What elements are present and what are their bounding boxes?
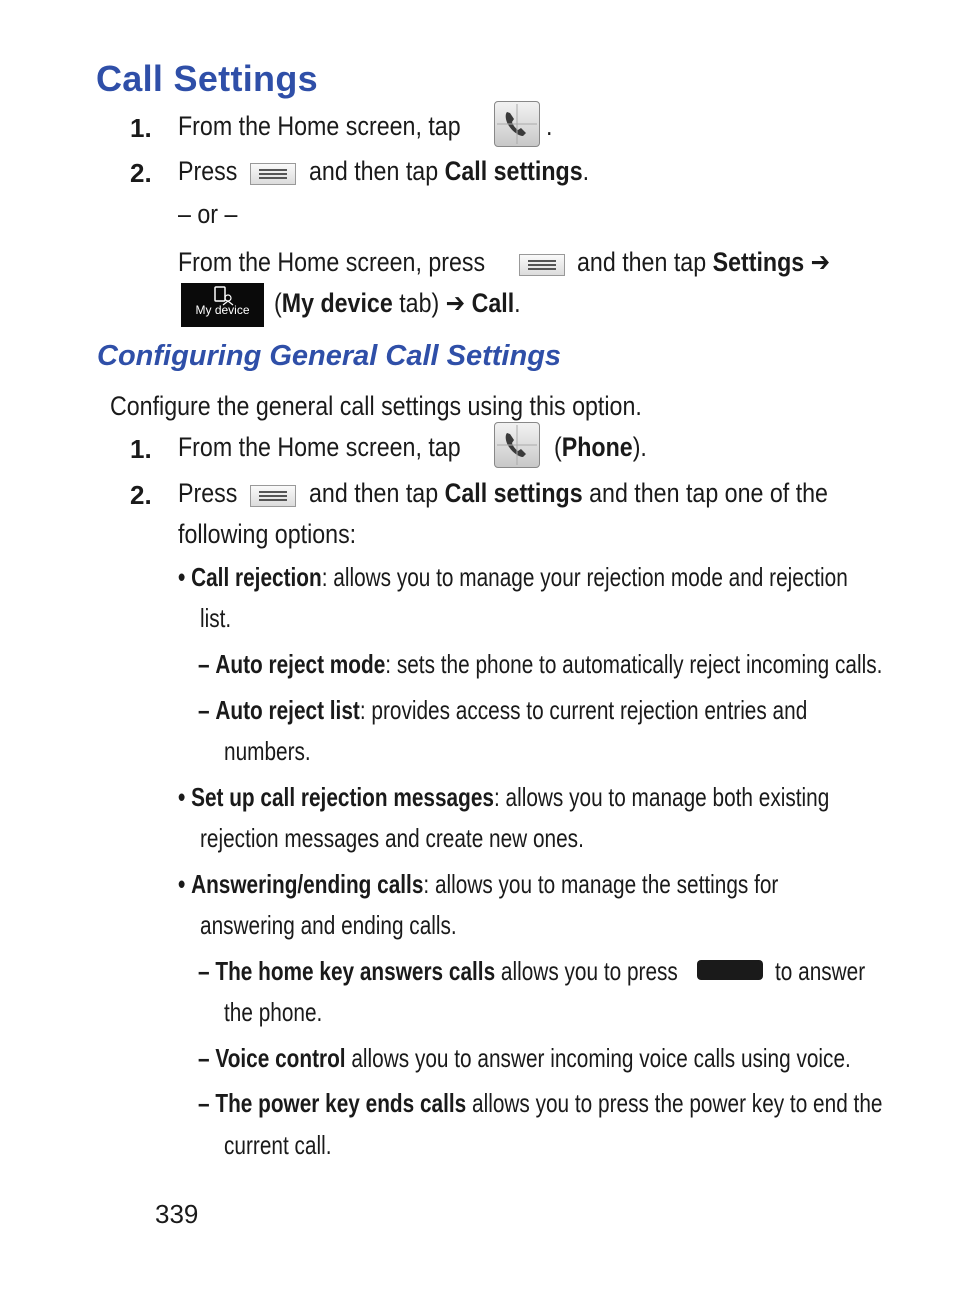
sub-list-item: – The power key ends calls allows you to press the power key to end the bbox=[198, 1088, 883, 1118]
step-text: From the Home screen, tap bbox=[178, 432, 461, 462]
step-text: Press bbox=[178, 156, 238, 186]
phone-icon bbox=[494, 422, 540, 468]
step-text: From the Home screen, press bbox=[178, 247, 486, 277]
step-number: 2. bbox=[130, 158, 152, 188]
section-heading: Configuring General Call Settings bbox=[97, 340, 562, 372]
step-text: and then tap Call settings and then tap one of the bbox=[309, 478, 828, 508]
list-item: • Set up call rejection messages: allows you to manage both existing bbox=[178, 782, 830, 812]
sub-list-item-cont: current call. bbox=[224, 1130, 332, 1160]
step-text: . bbox=[546, 111, 553, 141]
list-item: • Answering/ending calls: allows you to manage the settings for bbox=[178, 869, 779, 899]
menu-icon bbox=[250, 485, 296, 507]
step-text: (My device tab) ➔ Call. bbox=[274, 288, 521, 318]
step-text: and then tap Call settings. bbox=[309, 156, 590, 186]
page-title: Call Settings bbox=[96, 58, 318, 99]
list-item-cont: rejection messages and create new ones. bbox=[200, 823, 584, 853]
step-text: (Phone). bbox=[554, 432, 647, 462]
sub-list-item: to answer bbox=[775, 956, 866, 986]
sub-list-item: – Auto reject mode: sets the phone to automatically reject incoming calls. bbox=[198, 649, 883, 679]
step-text: Press bbox=[178, 478, 238, 508]
list-item-cont: answering and ending calls. bbox=[200, 910, 457, 940]
list-item-cont: list. bbox=[200, 603, 232, 633]
page-number: 339 bbox=[155, 1199, 199, 1229]
home-key-icon bbox=[697, 960, 763, 980]
sub-list-item: – Voice control allows you to answer incoming voice calls using voice. bbox=[198, 1043, 851, 1073]
or-separator: – or – bbox=[178, 199, 238, 229]
step-text: and then tap Settings ➔ bbox=[577, 247, 831, 277]
sub-list-item: – Auto reject list: provides access to current rejection entries and bbox=[198, 695, 808, 725]
step-number: 2. bbox=[130, 480, 152, 510]
sub-list-item-cont: numbers. bbox=[224, 736, 311, 766]
menu-icon bbox=[250, 163, 296, 185]
list-item: • Call rejection: allows you to manage your rejection mode and rejection bbox=[178, 562, 848, 592]
intro-text: Configure the general call settings using this option. bbox=[110, 391, 642, 421]
sub-list-item: – The home key answers calls allows you to press bbox=[198, 956, 678, 986]
sub-list-item-cont: the phone. bbox=[224, 997, 323, 1027]
step-number: 1. bbox=[130, 113, 152, 143]
my-device-icon bbox=[181, 283, 264, 327]
step-number: 1. bbox=[130, 434, 152, 464]
step-text: From the Home screen, tap bbox=[178, 111, 461, 141]
my-device-label: My device bbox=[195, 303, 250, 317]
step-text: following options: bbox=[178, 519, 357, 549]
phone-icon bbox=[494, 101, 540, 147]
menu-icon bbox=[519, 254, 565, 276]
